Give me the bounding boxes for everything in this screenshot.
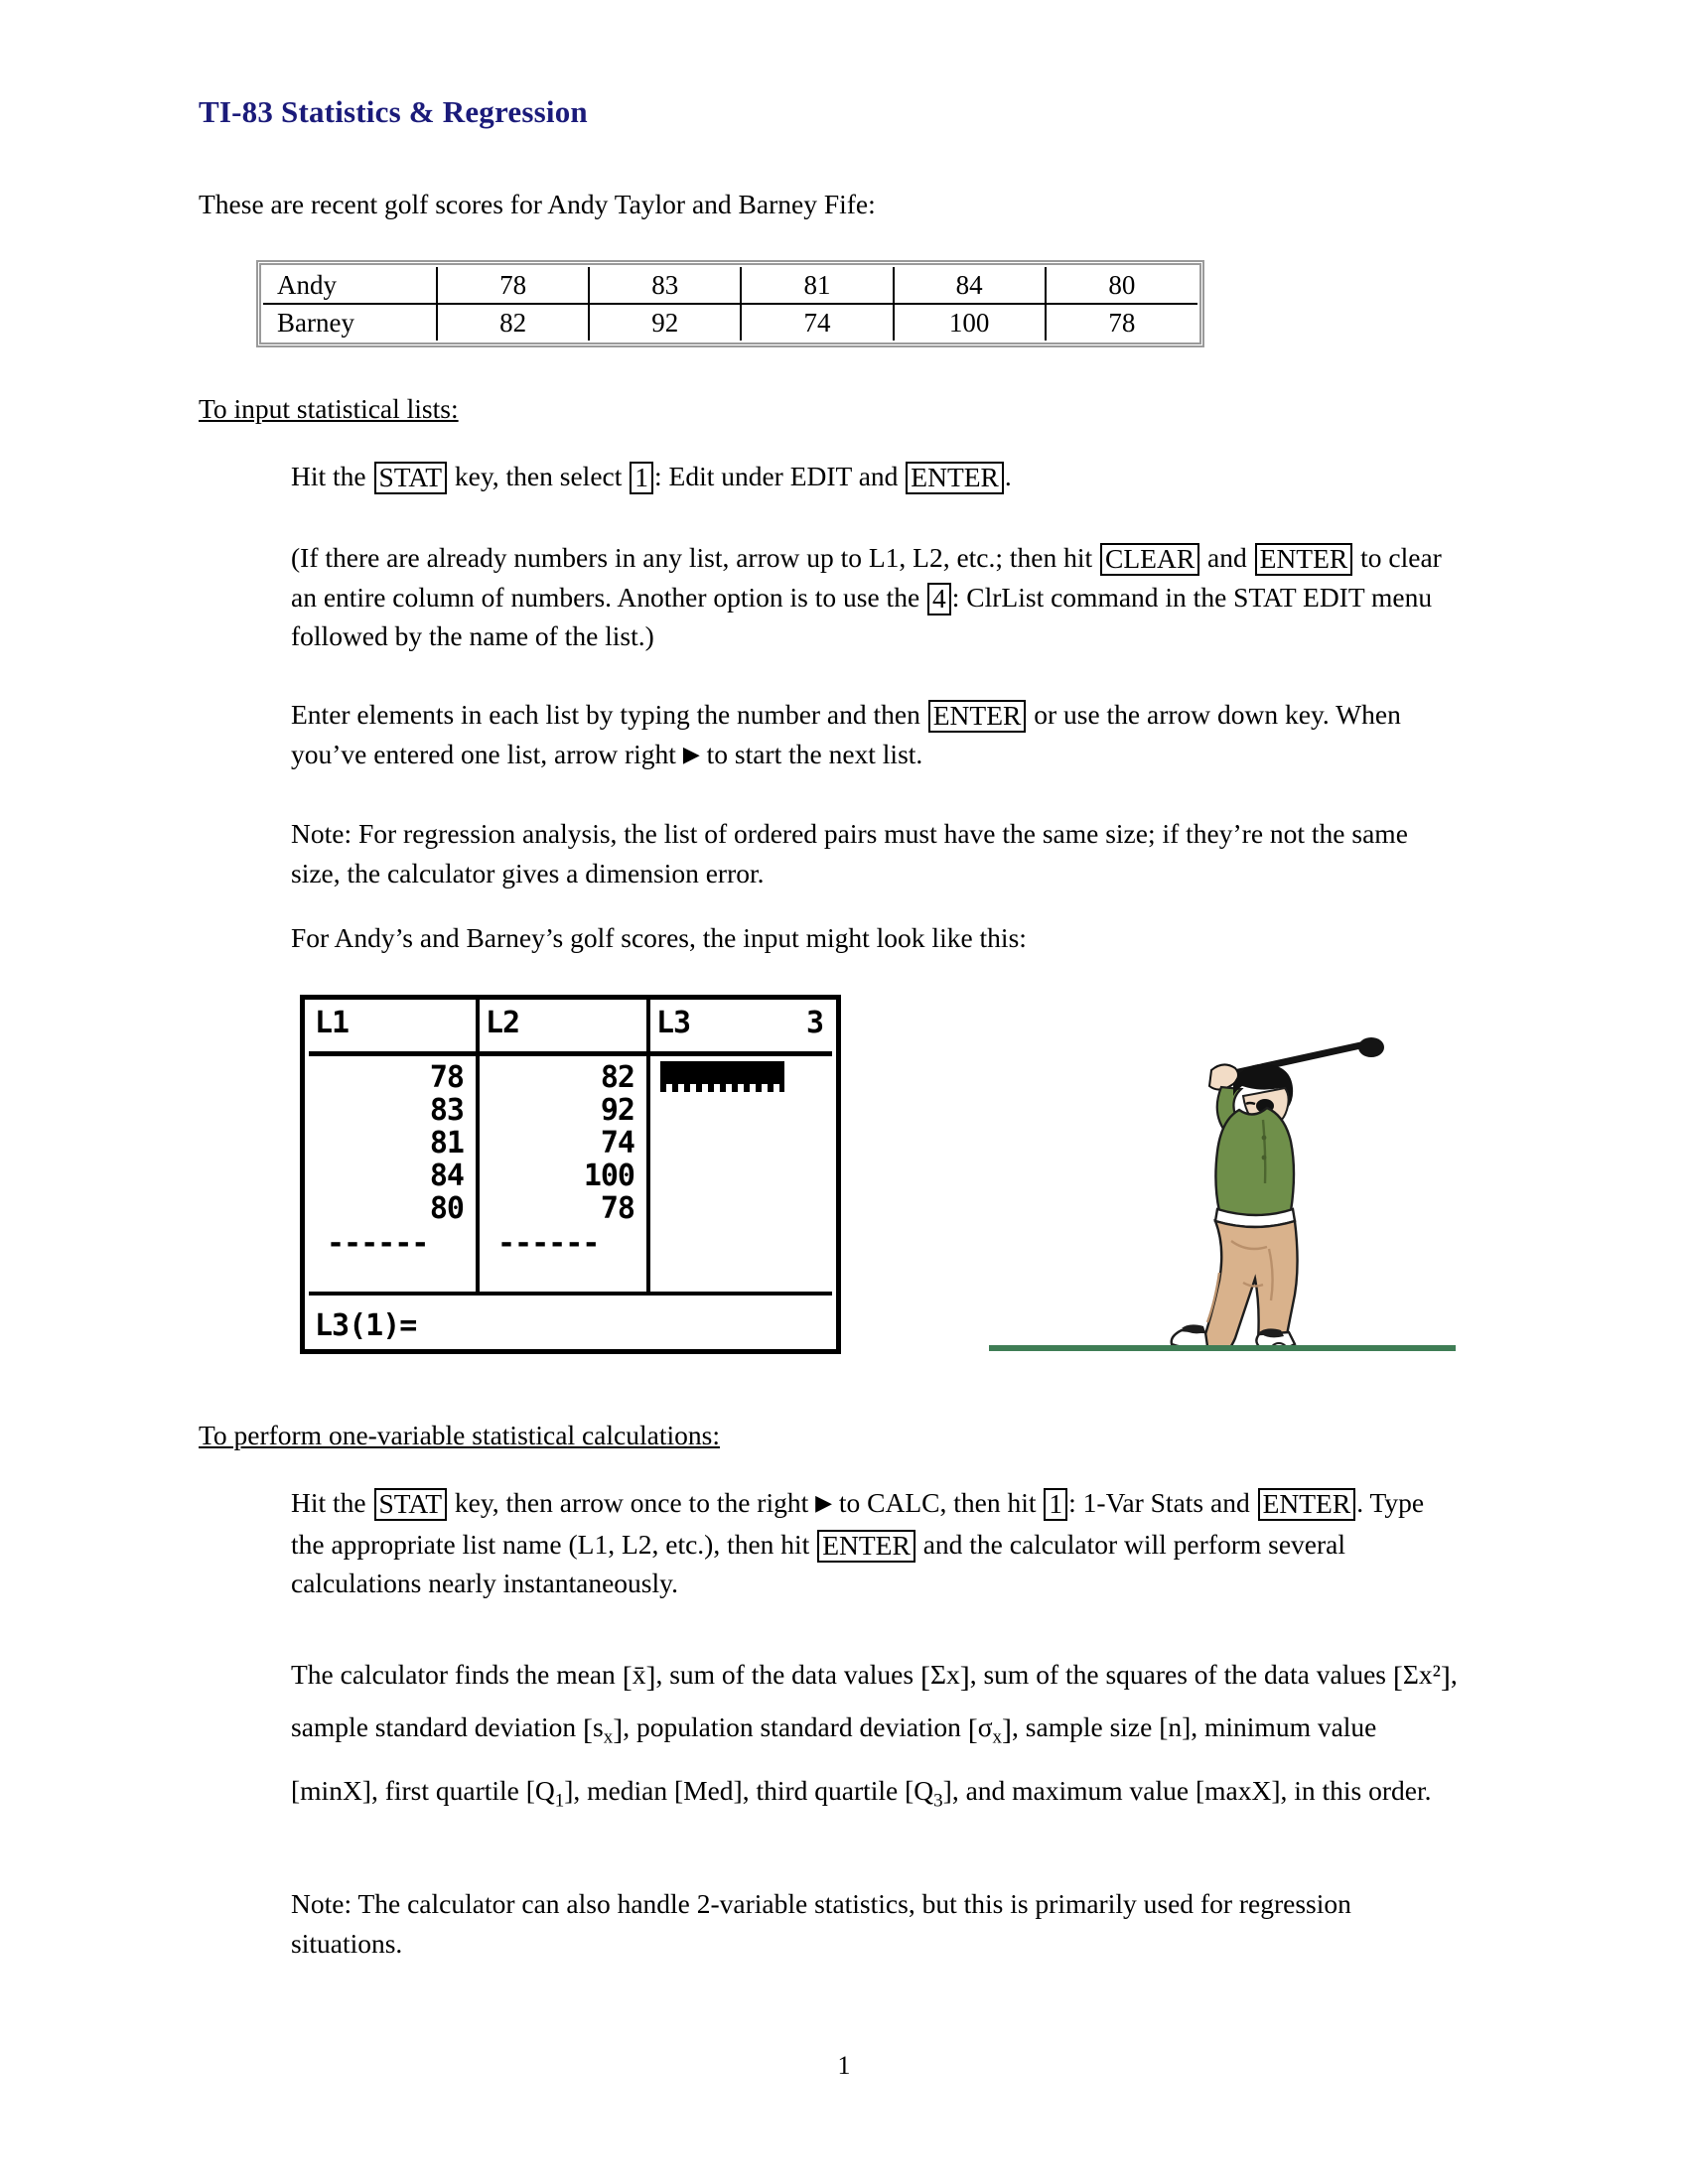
score-cell: 80 bbox=[1046, 267, 1197, 304]
text-fragment: Enter elements in each list by typing the number and then bbox=[291, 699, 927, 730]
text-fragment: ], and maximum value [maxX], in this order. bbox=[942, 1774, 1432, 1806]
lcd-cursor-teeth bbox=[660, 1084, 784, 1092]
player-name: Barney bbox=[263, 304, 437, 341]
section-heading-input-lists: To input statistical lists: bbox=[199, 393, 459, 424]
lcd-value: 100 bbox=[583, 1159, 634, 1193]
text-fragment: ], median [Med], third quartile [Q bbox=[564, 1774, 934, 1806]
text-fragment: : Edit under EDIT and bbox=[654, 461, 906, 491]
golf-scores-table bbox=[256, 260, 1204, 347]
symbol-sx: s bbox=[593, 1711, 604, 1742]
text-fragment: , sample standard deviation bbox=[291, 1659, 1458, 1742]
text-fragment: . Type the appropriate list name (L1, L2, etc.), then hit bbox=[291, 1487, 1425, 1560]
table-row bbox=[263, 267, 1197, 304]
paragraph-dimension-note: Note: For regression analysis, the list of ordered pairs must have the same size; if they’re not the same size, the calculator gives a dimension error. bbox=[291, 818, 1408, 888]
lcd-column-indicator: 3 bbox=[805, 1006, 824, 1040]
score-cell: 83 bbox=[589, 267, 741, 304]
paragraph-two-var-note: Note: The calculator can also handle 2-variable statistics, but this is primarily used for regression situations. bbox=[291, 1888, 1351, 1959]
text-fragment: : 1-Var Stats and bbox=[1068, 1487, 1257, 1518]
intro-paragraph: These are recent golf scores for Andy Taylor and Barney Fife: bbox=[199, 189, 876, 219]
lcd-header-l3: L3 bbox=[656, 1006, 691, 1040]
score-cell: 82 bbox=[437, 304, 589, 341]
text-fragment: to start the next list. bbox=[699, 738, 923, 769]
lcd-header-rule bbox=[309, 1051, 832, 1056]
quartile-1-subscript: 1 bbox=[554, 1790, 565, 1811]
key-enter: ENTER bbox=[817, 1530, 915, 1563]
golfer-clipart bbox=[1152, 993, 1479, 1350]
lcd-cursor-block bbox=[660, 1061, 784, 1084]
lcd-column-divider bbox=[646, 1000, 650, 1292]
lcd-value: 78 bbox=[429, 1060, 464, 1095]
text-fragment: to clear an entire column of numbers. Another option is to use the bbox=[291, 542, 1442, 613]
text-fragment: , population standard deviation bbox=[623, 1711, 968, 1742]
text-fragment: , sum of the data values bbox=[655, 1659, 920, 1690]
text-fragment: , sum of the squares of the data values bbox=[969, 1659, 1393, 1690]
key-stat: STAT bbox=[374, 462, 448, 494]
section-heading-one-var-calc: To perform one-variable statistical calculations: bbox=[199, 1420, 720, 1450]
symbol-sigma-subscript: x bbox=[992, 1726, 1003, 1748]
paragraph-one-var-stats bbox=[291, 1483, 1463, 1603]
lcd-column-divider bbox=[476, 1000, 480, 1292]
paragraph-clear-lists bbox=[291, 538, 1463, 656]
text-fragment: key, then arrow once to the right bbox=[448, 1487, 816, 1518]
lcd-footer-rule bbox=[309, 1292, 832, 1297]
lcd-l2-dashes: ------ bbox=[497, 1226, 600, 1261]
lcd-value: 81 bbox=[429, 1126, 464, 1160]
text-fragment: The calculator finds the mean bbox=[291, 1659, 623, 1690]
player-name: Andy bbox=[263, 267, 437, 304]
symbol-sigma-x-squared: Σx² bbox=[1402, 1659, 1441, 1690]
lcd-l1-values bbox=[315, 1061, 464, 1225]
text-fragment: . bbox=[1004, 461, 1012, 491]
lcd-value: 78 bbox=[600, 1191, 634, 1226]
paragraph-enter-elements bbox=[291, 695, 1463, 775]
text-fragment: key, then select bbox=[448, 461, 630, 491]
text-fragment: to CALC, then hit bbox=[832, 1487, 1044, 1518]
key-enter: ENTER bbox=[1255, 543, 1353, 576]
lcd-value: 83 bbox=[429, 1093, 464, 1128]
quartile-3-subscript: 3 bbox=[933, 1790, 943, 1811]
text-fragment: or use the arrow down key. When you’ve entered one list, arrow right bbox=[291, 699, 1401, 769]
lcd-value: 84 bbox=[429, 1159, 464, 1193]
text-fragment: and the calculator will perform several calculations nearly instantaneously. bbox=[291, 1528, 1345, 1598]
paragraph-stat-symbols: The calculator finds the mean [x̄], sum of the data values [Σx], sum of the squares of the data values [Σx²], sample standard deviation $[s_x]$, population standard deviation $[\sigma_x]$, sample size [n], minimum value [minX], first quartile $[Q_1]$, median [Med], third quartile $[Q_3]$, and maximum value [maxX], in this order. bbox=[291, 1659, 1458, 1811]
key-enter: ENTER bbox=[1258, 1488, 1356, 1521]
score-cell: 84 bbox=[894, 267, 1046, 304]
key-clear: CLEAR bbox=[1100, 543, 1199, 576]
table-row bbox=[263, 304, 1197, 341]
text-fragment: , sample size [n], minimum value [minX], first quartile [Q bbox=[291, 1711, 1377, 1806]
text-fragment: : ClrList command in the STAT EDIT menu followed by the name of the list.) bbox=[291, 581, 1433, 651]
right-arrow-icon: ▶ bbox=[815, 1490, 833, 1515]
lcd-value: 80 bbox=[429, 1191, 464, 1226]
key-one: 1 bbox=[630, 462, 653, 494]
lcd-header-l2: L2 bbox=[486, 1006, 520, 1040]
key-four: 4 bbox=[927, 583, 951, 615]
symbol-sx-subscript: x bbox=[603, 1726, 614, 1748]
lcd-entry-line: L3(1)= bbox=[315, 1308, 417, 1343]
right-arrow-icon: ▶ bbox=[682, 741, 700, 766]
score-cell: 81 bbox=[741, 267, 893, 304]
key-stat: STAT bbox=[374, 1488, 448, 1521]
lcd-value: 82 bbox=[600, 1060, 634, 1095]
key-enter: ENTER bbox=[906, 462, 1004, 494]
symbol-sigma-x: Σx bbox=[929, 1659, 960, 1690]
lcd-value: 92 bbox=[600, 1093, 634, 1128]
score-cell: 78 bbox=[1108, 307, 1136, 338]
score-cell: 100 bbox=[894, 304, 1046, 341]
ti83-lcd-screen bbox=[300, 995, 841, 1354]
score-cell: 78 bbox=[437, 267, 589, 304]
key-one: 1 bbox=[1044, 1488, 1067, 1521]
lcd-value: 74 bbox=[600, 1126, 634, 1160]
paragraph-stat-edit bbox=[291, 457, 1463, 496]
lcd-l2-values bbox=[486, 1061, 634, 1225]
ground-line bbox=[989, 1345, 1456, 1351]
text-fragment: (If there are already numbers in any list, arrow up to L1, L2, etc.; then hit bbox=[291, 542, 1100, 573]
score-cell: 92 bbox=[589, 304, 741, 341]
symbol-sigma-lower: σ bbox=[977, 1711, 993, 1742]
score-cell: 74 bbox=[741, 304, 893, 341]
key-enter: ENTER bbox=[928, 700, 1027, 733]
page-title: TI-83 Statistics & Regression bbox=[199, 94, 588, 129]
paragraph-input-example: For Andy’s and Barney’s golf scores, the input might look like this: bbox=[291, 922, 1027, 953]
text-fragment: Hit the bbox=[291, 1487, 373, 1518]
page-number: 1 bbox=[837, 2051, 851, 2080]
symbol-xbar: x̄ bbox=[632, 1659, 646, 1690]
lcd-header-l1: L1 bbox=[315, 1006, 350, 1040]
lcd-l1-dashes: ------ bbox=[327, 1226, 429, 1261]
text-fragment: and bbox=[1200, 542, 1254, 573]
text-fragment: Hit the bbox=[291, 461, 373, 491]
